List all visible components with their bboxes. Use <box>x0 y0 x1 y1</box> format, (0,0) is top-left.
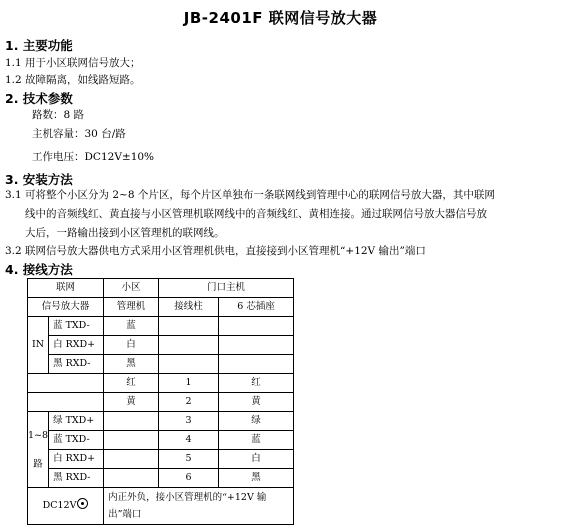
para-1-line-3: 大后，一路输出接到小区管理机的联网线。 <box>25 227 225 239</box>
in-label: IN <box>28 317 49 374</box>
header-amplifier-1: 联网 <box>28 279 104 298</box>
section-1-line-1: 1.1 用于小区联网信号放大； <box>5 57 141 69</box>
empty-cell <box>159 336 219 355</box>
param-capacity: 主机容量：30 台/路 <box>32 128 126 140</box>
in-amp-cell: 蓝 TXD- <box>49 317 104 336</box>
table-row <box>28 374 294 393</box>
table-header-row-1 <box>28 279 294 298</box>
out-label <box>28 412 49 488</box>
in-mgr-cell: 白 <box>104 336 159 355</box>
out-post-cell: 4 <box>159 431 219 450</box>
header-amplifier-2: 信号放大器 <box>28 298 104 317</box>
in-amp-cell: 黑 RXD- <box>49 355 104 374</box>
audio-mgr-cell: 红 <box>104 374 159 393</box>
table-row <box>28 336 294 355</box>
section-2-heading: 2. 技术参数 <box>5 91 73 106</box>
out-label-range: 1~8 <box>28 429 49 441</box>
out-socket-cell: 白 <box>219 450 294 469</box>
power-label-cell <box>28 488 104 525</box>
audio-post-cell: 1 <box>159 374 219 393</box>
power-label: DC12V <box>42 500 77 511</box>
document-title: JB-2401F 联网信号放大器 <box>183 9 378 27</box>
out-post-cell: 5 <box>159 450 219 469</box>
empty-cell <box>219 355 294 374</box>
in-mgr-cell: 黑 <box>104 355 159 374</box>
header-door-station: 门口主机 <box>159 279 294 298</box>
wiring-table <box>27 278 294 525</box>
section-1-line-2: 1.2 故障隔离，如线路短路。 <box>5 74 141 86</box>
param-voltage: 工作电压：DC12V±10% <box>32 151 155 163</box>
empty-cell <box>28 374 104 393</box>
empty-cell <box>104 431 159 450</box>
table-row <box>28 450 294 469</box>
param-channels: 路数：8 路 <box>32 109 85 121</box>
empty-cell <box>159 355 219 374</box>
audio-socket-cell: 红 <box>219 374 294 393</box>
out-amp-cell: 蓝 TXD- <box>49 431 104 450</box>
table-row <box>28 469 294 488</box>
para-1-line-1: 3.1 可将整个小区分为 2~8 个片区，每个片区单独布一条联网线到管理中心的联网信号放大器，其中联网 <box>5 189 495 201</box>
empty-cell <box>219 336 294 355</box>
table-header-row-2 <box>28 298 294 317</box>
dc-jack-icon <box>77 498 88 509</box>
table-row <box>28 412 294 431</box>
out-socket-cell: 绿 <box>219 412 294 431</box>
table-row <box>28 431 294 450</box>
table-row-power <box>28 488 294 525</box>
out-amp-cell: 黑 RXD- <box>49 469 104 488</box>
section-3-paragraph-2: 3.2 联网信号放大器供电方式采用小区管理机供电，直接接到小区管理机“+12V 输出”端口 <box>5 245 426 257</box>
table-row <box>28 355 294 374</box>
header-terminal-post: 接线柱 <box>159 298 219 317</box>
power-note-cell: 内正外负，接小区管理机的“+12V 输出”端口 <box>104 488 294 525</box>
empty-cell <box>219 317 294 336</box>
audio-socket-cell: 黄 <box>219 393 294 412</box>
section-4-heading: 4. 接线方法 <box>5 262 73 277</box>
out-label-unit: 路 <box>33 458 43 470</box>
header-manager-1: 小区 <box>104 279 159 298</box>
empty-cell <box>104 469 159 488</box>
empty-cell <box>104 412 159 431</box>
table-row <box>28 317 294 336</box>
table-row <box>28 393 294 412</box>
in-amp-cell: 白 RXD+ <box>49 336 104 355</box>
in-mgr-cell: 蓝 <box>104 317 159 336</box>
para-1-line-2: 线中的音频线红、黄直接与小区管理机联网线中的音频线红、黄相连接。通过联网信号放大器信号放 <box>25 208 487 220</box>
out-post-cell: 6 <box>159 469 219 488</box>
empty-cell <box>104 450 159 469</box>
empty-cell <box>159 317 219 336</box>
out-amp-cell: 绿 TXD+ <box>49 412 104 431</box>
empty-cell <box>28 393 104 412</box>
section-3-paragraph-1 <box>5 186 557 243</box>
out-amp-cell: 白 RXD+ <box>49 450 104 469</box>
out-post-cell: 3 <box>159 412 219 431</box>
section-3-heading: 3. 安装方法 <box>5 172 73 187</box>
header-manager-2: 管理机 <box>104 298 159 317</box>
header-6pin-socket: 6 芯插座 <box>219 298 294 317</box>
audio-post-cell: 2 <box>159 393 219 412</box>
out-socket-cell: 蓝 <box>219 431 294 450</box>
out-socket-cell: 黑 <box>219 469 294 488</box>
audio-mgr-cell: 黄 <box>104 393 159 412</box>
section-1-heading: 1. 主要功能 <box>5 38 73 53</box>
